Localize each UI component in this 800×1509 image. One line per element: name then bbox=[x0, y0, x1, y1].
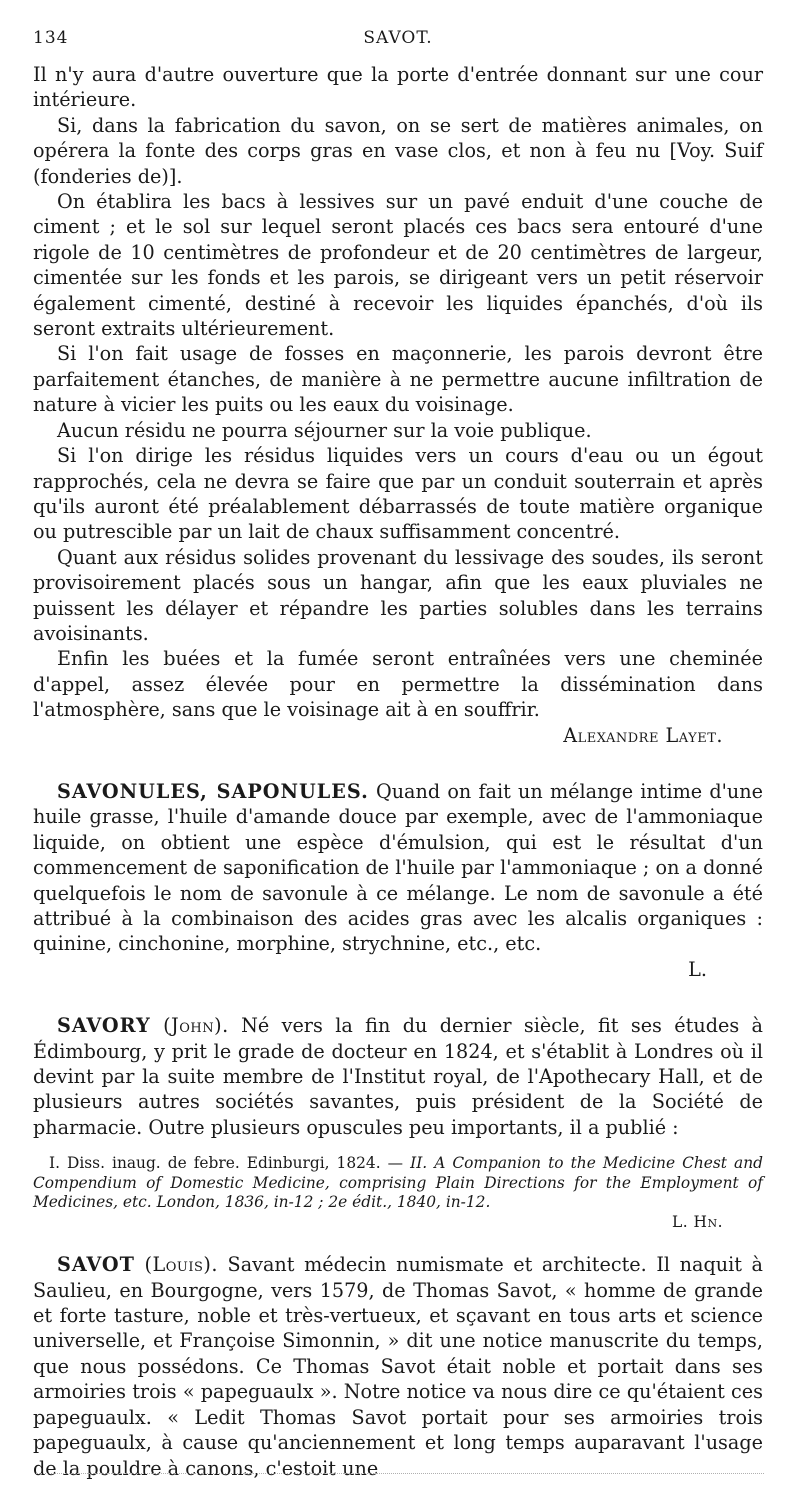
paragraph: Si, dans la fabrication du savon, on se sert de matières animales, on opérera la fonte des corps gras en vase clos, et non à feu nu [Voy. Suif (fonderies de)]. bbox=[33, 113, 763, 188]
paragraph: On établira les bacs à lessives sur un pavé enduit d'une couche de ciment ; et le sol sur lequel seront placés ces bacs sera entouré d'une rigole de 10 centimètres de profondeur et de 20 centimètres de largeur, cimentée sur les fonds et les parois, se dirigeant vers un petit réservoir également cimenté, destiné à recevoir les liquides épanchés, d'où ils seront extraits ultérieurement. bbox=[33, 190, 763, 341]
article-text bbox=[33, 62, 763, 1481]
running-header bbox=[33, 28, 763, 62]
biblio-item: I. Diss. inaug. de febre. Edinburgi, 1824. — bbox=[49, 1154, 404, 1173]
paragraph: Si l'on dirige les résidus liquides vers un cours d'eau ou un égout rapprochés, cela ne devra se faire que par un conduit souterrain et après qu'ils auront été préalablement débarrassés de toute matière organique ou putrescible par un lait de chaux suffisamment concentré. bbox=[33, 444, 763, 544]
bibliography bbox=[33, 1154, 763, 1232]
running-title: SAVOT. bbox=[363, 28, 433, 48]
signature-line bbox=[33, 957, 763, 982]
entry-text: Savant médecin numismate et architecte. Il naquit à Saulieu, en Bourgogne, vers 1579, de Thomas Savot, « homme de grande et forte tasture, noble et très-vertueux, et sçavant en tous arts et science universelle, et Françoise Simonnin, » dit une notice manuscrite du temps, que nous possédons. Ce Thomas Savot était noble et portait dans ses armoiries trois « papeguaulx ». Notre notice va nous dire ce qu'étaient ces papeguaulx. « Ledit Thomas Savot portait pour ses armoiries trois papeguaulx, à cause qu'anciennement et long temps auparavant l'usage de la pouldre à canons, c'estoit une bbox=[33, 1253, 763, 1480]
paragraph: Quant aux résidus solides provenant du lessivage des soudes, ils seront provisoirement placés sous un hangar, afin que les eaux pluviales ne puissent les délayer et répandre les parties solubles dans les terrains avoisinants. bbox=[33, 545, 763, 645]
entry-headword: SAVONULES, SAPONULES. bbox=[57, 779, 369, 803]
biblio-item: II. A Companion to the Medicine Chest and Compendium of Domestic Medicine, comprising Plain Directions for the Employment of Medicines, etc. London, 1836, in-12 ; 2e édit., 1840, in-12. bbox=[33, 1154, 763, 1212]
paragraph: Aucun résidu ne pourra séjourner sur la voie publique. bbox=[57, 418, 592, 442]
paragraph: Si l'on fait usage de fosses en maçonnerie, les parois devront être parfaitement étanches, de manière à ne permettre aucune infiltration de nature à vicier les puits ou les eaux du voisinage. bbox=[33, 342, 763, 417]
entry-savonules bbox=[33, 779, 763, 982]
paragraph: Enfin les buées et la fumée seront entraînées vers une cheminée d'appel, assez élevée pour en permettre la dissémination dans l'atmosphère, sans que le voisinage ait à en souffrir. bbox=[33, 647, 763, 722]
author-signature: L. Hn. bbox=[672, 1212, 723, 1231]
bottom-rule bbox=[36, 1473, 764, 1474]
entry-text: Né vers la fin du dernier siècle, fit ses études à Édimbourg, y prit le grade de docteur en 1824, et s'établit à Londres où il devint par la suite membre de l'Institut royal, de l'Apothecary Hall, et de plusieurs autres sociétés savantes, puis président de la Société de pharmacie. Outre plusieurs opuscules peu importants, il a publié : bbox=[33, 1014, 763, 1139]
entry-savory bbox=[33, 1013, 763, 1232]
entry-text: Quand on fait un mélange intime d'une huile grasse, l'huile d'amande douce par exemple, avec de l'ammoniaque liquide, on obtient une espèce d'émulsion, qui est le résultat d'un commencement de saponification de l'huile par l'ammoniaque ; on a donné quelquefois le nom de savonule à ce mélange. Le nom de savonule a été attribué à la combinaison des acides gras avec les alcalis organiques : quinine, cinchonine, morphine, strychnine, etc., etc. bbox=[33, 779, 763, 956]
entry-forename: (John). bbox=[163, 1014, 229, 1038]
signature-line bbox=[33, 1213, 763, 1233]
entry-savot bbox=[33, 1252, 763, 1481]
entry-headword: SAVOT bbox=[57, 1253, 135, 1277]
entry-headword: SAVORY bbox=[57, 1014, 151, 1038]
paragraph: Il n'y aura d'autre ouverture que la porte d'entrée donnant sur une cour intérieure. bbox=[33, 63, 763, 112]
signature-line bbox=[33, 723, 763, 748]
author-signature: Alexandre Layet. bbox=[563, 723, 723, 747]
page-number: 134 bbox=[33, 28, 69, 48]
page bbox=[33, 28, 763, 1481]
entry-forename: (Louis). bbox=[144, 1253, 218, 1277]
author-signature: L. bbox=[688, 957, 707, 981]
